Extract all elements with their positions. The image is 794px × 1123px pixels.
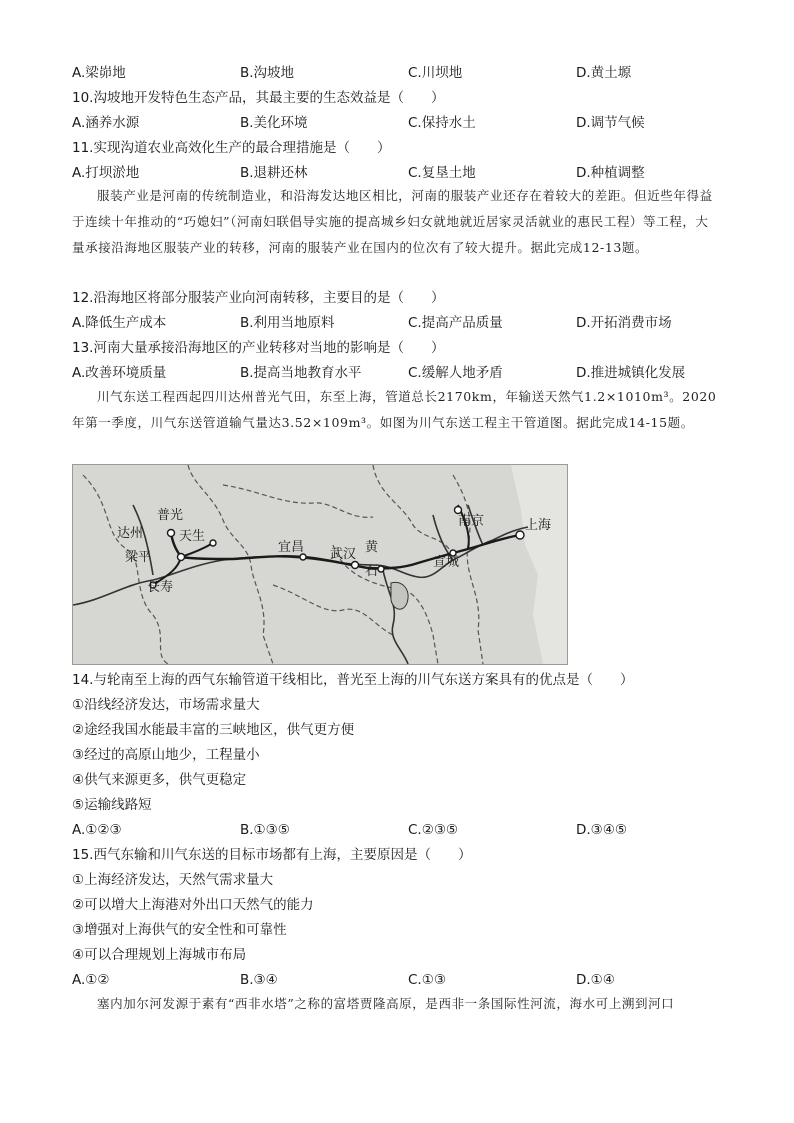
passage-senegal-river: 塞内加尔河发源于素有“西非水塔”之称的富塔贾隆高原，是西非一条国际性河流，海水可上溯到河口 [97,996,675,1011]
q15-item-1: ①上海经济发达，天然气需求量大 [72,872,274,888]
q13-option-a: A.改善环境质量 [72,365,167,381]
q14-item-4: ④供气来源更多，供气更稳定 [72,772,247,788]
q12-option-d: D.开拓消费市场 [576,315,672,331]
q13-stem: 13.河南大量承接沿海地区的产业转移对当地的影响是（ ） [72,340,445,356]
label-changshou: 长寿 [147,580,174,595]
q14-option-b: B.①③⑤ [240,822,290,838]
q9-option-c: C.川坝地 [408,65,463,81]
q10-option-c: C.保持水土 [408,115,476,131]
q14-stem: 14.与轮南至上海的西气东输管道干线相比，普光至上海的川气东送方案具有的优点是（ ） [72,672,634,688]
q15-stem: 15.西气东输和川气东送的目标市场都有上海，主要原因是（ ） [72,847,472,863]
pipeline-map [72,464,568,665]
q11-option-d: D.种植调整 [576,165,645,181]
q12-stem: 12.沿海地区将部分服装产业向河南转移，主要目的是（ ） [72,290,445,306]
q13-option-c: C.缓解人地矛盾 [408,365,503,381]
q11-option-c: C.复垦土地 [408,165,476,181]
q14-item-1: ①沿线经济发达，市场需求量大 [72,697,260,713]
q12-option-b: B.利用当地原料 [240,315,335,331]
q14-item-3: ③经过的高原山地少，工程量小 [72,747,260,763]
q11-stem: 11.实现沟道农业高效化生产的最合理措施是（ ） [72,140,391,156]
city-marker-puguang [168,530,175,537]
q10-stem: 10.沟坡地开发特色生态产品，其最主要的生态效益是（ ） [72,90,445,106]
q14-item-2: ②途经我国水能最丰富的三峡地区，供气更方便 [72,722,355,738]
q9-option-d: D.黄土塬 [576,65,632,81]
city-marker-tiansheng [210,540,216,546]
label-puguang: 普光 [157,508,184,523]
q13-option-b: B.提高当地教育水平 [240,365,362,381]
q15-option-d: D.①④ [576,972,615,988]
city-marker-liangping [178,554,185,561]
label-wuhan: 武汉 [330,547,357,562]
label-shi: 石 [365,564,379,579]
q12-option-a: A.降低生产成本 [72,315,167,331]
q9-option-a: A.梁峁地 [72,65,126,81]
q11-option-a: A.打坝淤地 [72,165,140,181]
label-dazhou: 达州 [117,526,144,541]
passage-gas-pipeline: 川气东送工程西起四川达州普光气田，东至上海，管道总长2170km，年输送天然气1.2×1010m³。2020年第一季度，川气东送管道输气量达3.52×109m³。如图为川气东送工程主干管道图。据此完成14-15题。 [72,389,717,430]
label-xuancheng: 宣城 [433,555,460,570]
city-marker-huangshi [378,566,384,572]
label-nanjing: 南京 [458,514,485,529]
q15-option-c: C.①③ [408,972,446,988]
label-shanghai: 上海 [525,518,552,533]
city-marker-nanjing [455,507,462,514]
q14-option-d: D.③④⑤ [576,822,627,838]
q11-option-b: B.退耕还林 [240,165,308,181]
q15-item-2: ②可以增大上海港对外出口天然气的能力 [72,897,314,913]
q14-item-5: ⑤运输线路短 [72,797,152,813]
q15-item-4: ④可以合理规划上海城市布局 [72,947,247,963]
label-liangping: 梁平 [125,550,152,565]
q10-option-b: B.美化环境 [240,115,308,131]
pipeline-map-svg [73,465,567,664]
q13-option-d: D.推进城镇化发展 [576,365,686,381]
label-huang: 黄 [365,540,379,555]
q15-option-a: A.①② [72,972,110,988]
q15-option-b: B.③④ [240,972,278,988]
q10-option-a: A.涵养水源 [72,115,140,131]
q10-option-d: D.调节气候 [576,115,645,131]
city-marker-wuhan [352,562,359,569]
city-marker-shanghai [516,531,524,539]
q14-option-a: A.①②③ [72,822,122,838]
label-yichang: 宜昌 [278,540,305,555]
passage-garment-industry: 服装产业是河南的传统制造业，和沿海发达地区相比，河南的服装产业还存在着较大的差距。但近些年得益于连续十年推动的“巧媳妇”（河南妇联倡导实施的提高城乡妇女就地就近居家灵活就业的惠民工程）等工程，大量承接沿海地区服装产业的转移，河南的服装产业在国内的位次有了较大提升。据此完成12-13题。 [72,188,713,255]
q14-option-c: C.②③⑤ [408,822,459,838]
q15-item-3: ③增强对上海供气的安全性和可靠性 [72,922,287,938]
q9-option-b: B.沟坡地 [240,65,295,81]
q12-option-c: C.提高产品质量 [408,315,503,331]
label-tiansheng: 天生 [179,529,206,544]
